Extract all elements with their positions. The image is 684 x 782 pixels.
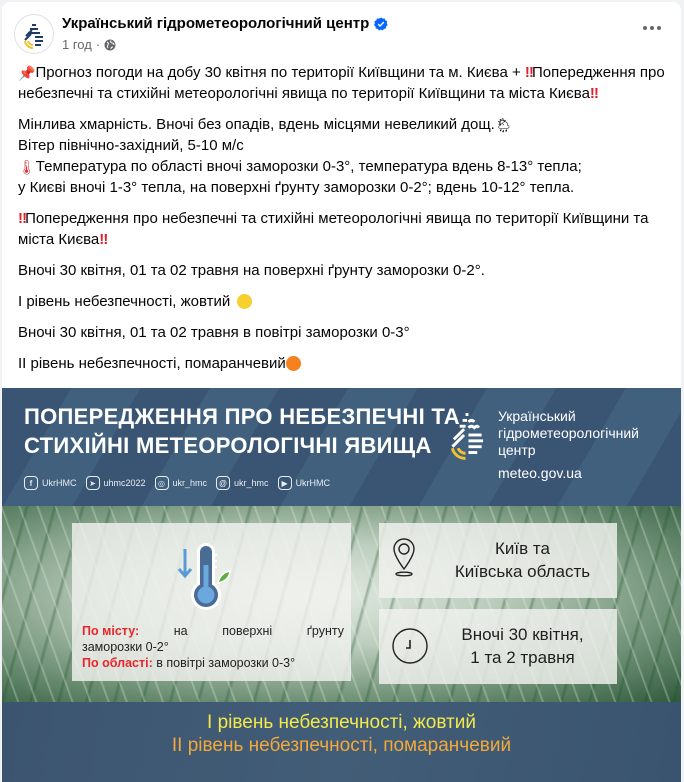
region-label: По області:: [82, 656, 153, 670]
ukrhmc-logo-icon: [21, 19, 47, 49]
double-exclamation-icon: ‼: [99, 231, 107, 248]
intro-text-a: Прогноз погоди на добу 30 квітня по території Київщини та м. Києва +: [35, 64, 525, 81]
more-dot-icon: [643, 26, 647, 30]
location-pin-icon: [391, 537, 417, 581]
threads-handle: ukr_hmc: [234, 478, 269, 488]
dates-line-1: Вночі 30 квітня,: [461, 625, 584, 644]
warning-title: [18, 208, 665, 250]
avatar[interactable]: [14, 14, 54, 54]
image-title-line-1: ПОПЕРЕДЖЕННЯ ПРО НЕБЕЗПЕЧНІ ТА: [24, 404, 460, 429]
clock-icon: [391, 627, 429, 665]
weather-line-4: у Києві вночі 1-3° тепла, на поверхні ґрунту заморозки 0-2°; вдень 10-12° тепла.: [18, 179, 575, 196]
more-options-button[interactable]: [643, 26, 661, 30]
weather-line-3: Температура по області вночі заморозки 0-3°, температура вдень 8-13° тепла;: [35, 158, 582, 175]
weather-line-2: Вітер північно-західний, 5-10 м/с: [18, 137, 244, 154]
city-word: на: [173, 624, 188, 638]
post-meta: [62, 37, 116, 52]
author-name-text[interactable]: Український гідрометеорологічний центр: [62, 15, 370, 32]
telegram-handle: uhmc2022: [103, 478, 146, 488]
facebook-icon: f: [24, 476, 38, 490]
threads-icon: @: [216, 476, 230, 490]
author-name[interactable]: [62, 15, 388, 32]
more-dot-icon: [650, 26, 654, 30]
youtube-icon: ▶: [278, 476, 292, 490]
dates-box: [379, 609, 617, 684]
verified-badge-icon: [374, 17, 388, 31]
intro-text-b: Попередження про небезпечні та стихійні метеорологічні явища по території Київщини та міста Києва: [18, 64, 665, 102]
location-line-1: Київ та: [495, 539, 550, 558]
danger-level-2: ІІ рівень небезпечності, помаранчевий: [171, 735, 512, 756]
instagram-handle: ukr_hmc: [172, 478, 208, 488]
youtube-handle: UkrHMC: [295, 478, 331, 488]
dates-text: [434, 623, 611, 669]
instagram-icon: ◎: [155, 476, 169, 490]
social-facebook: [24, 476, 77, 490]
social-instagram: [155, 476, 208, 490]
brand-line-1: Український: [498, 408, 576, 424]
city-label: По місту:: [82, 624, 140, 638]
brand-block: [498, 408, 639, 482]
brand-line-2: гідрометеорологічний: [498, 425, 639, 441]
sun-rain-cloud-icon: 🌦: [494, 117, 513, 133]
brand-line-3: центр: [498, 442, 536, 458]
yellow-circle-icon: [237, 294, 252, 309]
location-line-2: Київська область: [454, 562, 591, 581]
level-1-text: І рівень небезпечності, жовтий: [18, 293, 231, 310]
thermometer-down-icon: [177, 541, 241, 613]
post-time[interactable]: 1 год: [62, 37, 92, 52]
social-telegram: [86, 476, 146, 490]
social-handles: [24, 476, 330, 490]
warning-level-1: [18, 291, 665, 312]
meta-separator: ·: [95, 37, 101, 52]
warning-ground-frost: Вночі 30 квітня, 01 та 02 травня на поверхні ґрунту заморозки 0-2°.: [18, 262, 485, 279]
warning-level-2: [18, 353, 665, 374]
telegram-icon: ➤: [86, 476, 100, 490]
region-frost-value: в повітрі заморозки 0-3°: [156, 656, 296, 670]
weather-line-1: Мінлива хмарність. Вночі без опадів, вдень місцями невеликий дощ.: [18, 116, 495, 133]
image-title-line-2: СТИХІЙНІ МЕТЕОРОЛОГІЧНІ ЯВИЩА: [24, 433, 432, 458]
ukrhmc-logo-icon: [448, 410, 486, 460]
weather-forecast: [18, 114, 665, 198]
warning-title-text: Попередження про небезпечні та стихійні метеорологічні явища по території Київщини та міста Києва: [18, 210, 649, 248]
double-exclamation-icon: ‼: [589, 85, 597, 102]
social-threads: [216, 476, 269, 490]
city-word: поверхні: [222, 624, 273, 638]
post-intro: [18, 62, 665, 104]
globe-icon: [104, 39, 116, 51]
image-title: [24, 402, 460, 460]
level-2-text: ІІ рівень небезпечності, помаранчевий: [18, 355, 286, 372]
city-line: [82, 623, 344, 639]
double-exclamation-icon: ‼: [524, 64, 532, 81]
danger-level-1: І рівень небезпечності, жовтий: [207, 712, 476, 733]
post-card: [2, 2, 681, 782]
dates-line-2: 1 та 2 травня: [470, 648, 575, 667]
city-word: ґрунту: [306, 624, 344, 638]
social-youtube: [278, 476, 331, 490]
image-header-banner: [2, 388, 681, 506]
double-exclamation-icon: ‼: [18, 210, 26, 227]
facebook-handle: UkrHMC: [42, 478, 77, 488]
location-text: [434, 537, 611, 583]
more-dot-icon: [657, 26, 661, 30]
thermometer-icon: 🌡: [18, 159, 36, 175]
frost-grass-photo: [2, 506, 681, 702]
location-box: [379, 523, 617, 598]
post-image[interactable]: [2, 388, 681, 782]
danger-level-banner: [2, 702, 681, 782]
pushpin-icon: 📌: [18, 65, 36, 81]
city-frost-value: заморозки 0-2°: [82, 640, 169, 654]
frost-details-box: [72, 523, 351, 681]
region-line: [82, 655, 344, 671]
orange-circle-icon: [286, 356, 301, 371]
frost-details-text: [82, 623, 344, 671]
brand-url: meteo.gov.ua: [498, 465, 582, 481]
post-header: [2, 2, 681, 58]
post-text: [2, 58, 681, 405]
warning-air-frost: Вночі 30 квітня, 01 та 02 травня в повітрі заморозки 0-3°: [18, 324, 410, 341]
